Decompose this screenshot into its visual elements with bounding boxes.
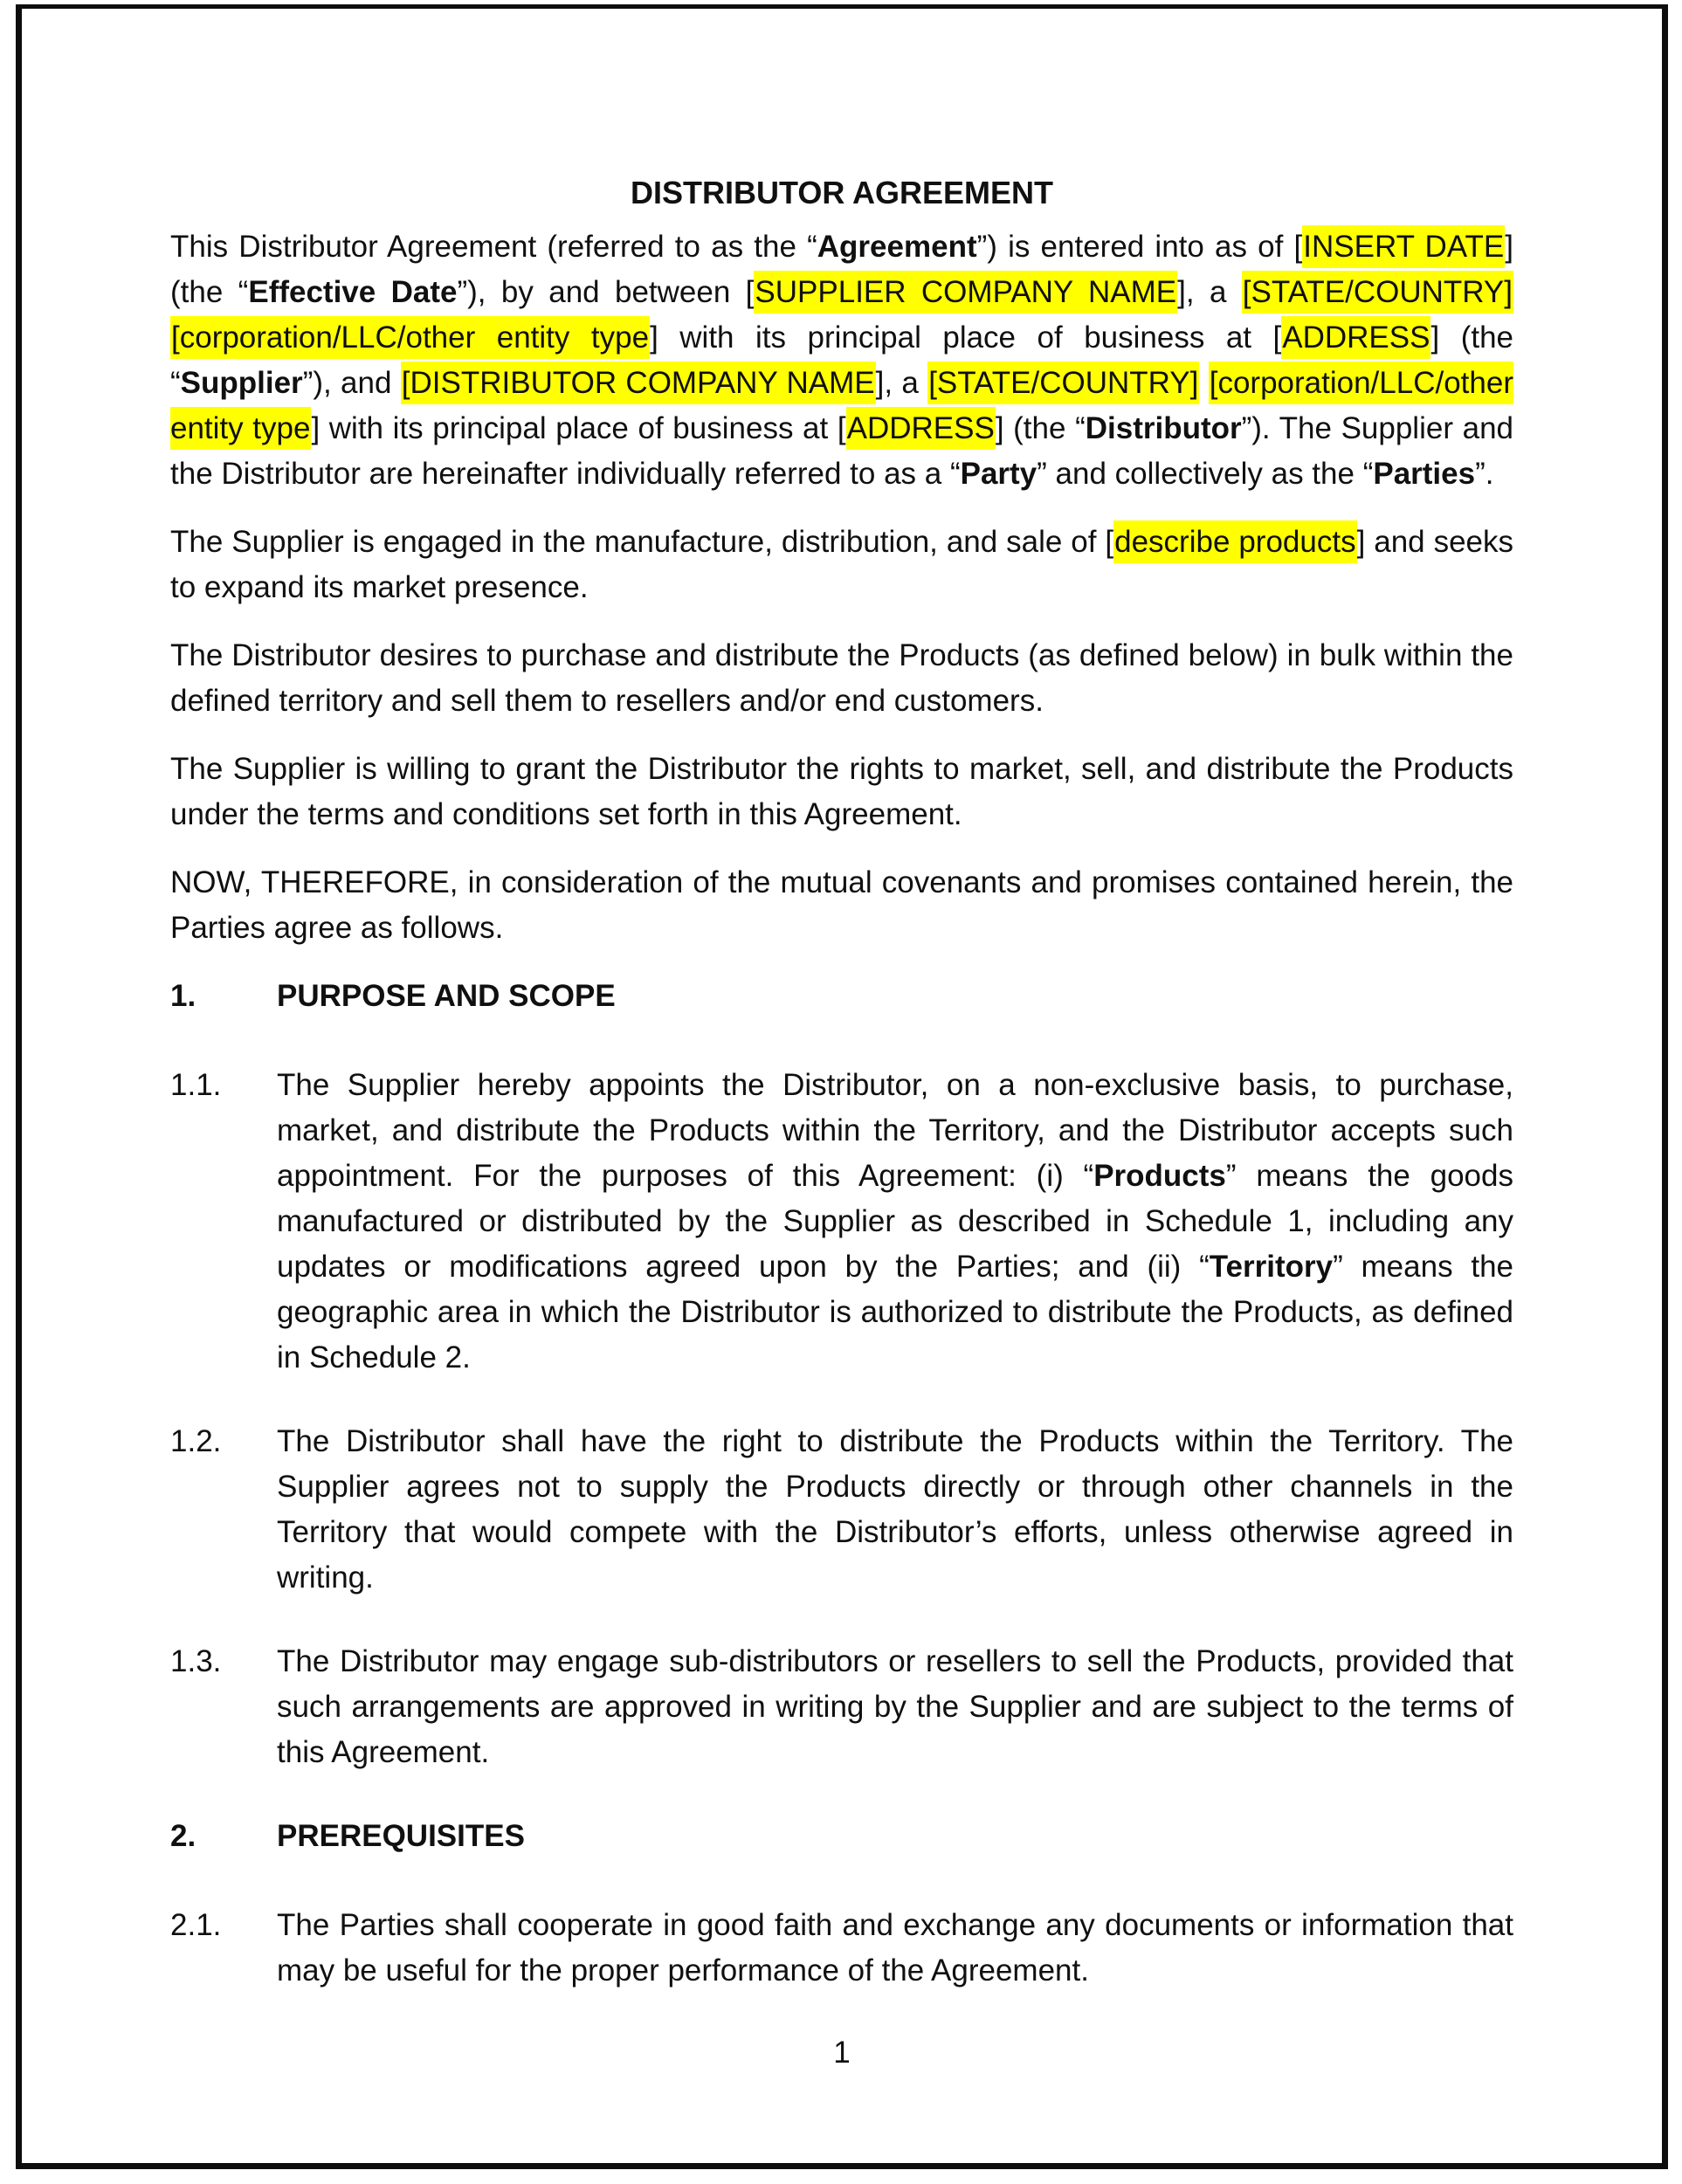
paragraph xyxy=(170,224,1513,497)
clause-text xyxy=(277,1063,1513,1381)
clause-number: 1.2. xyxy=(170,1424,222,1458)
paragraph xyxy=(170,520,1513,610)
text-run: ”) is entered into as of [ xyxy=(976,230,1303,264)
highlighted-placeholder: [corporation/LLC/other entity type xyxy=(170,362,1513,450)
clause-number: 1.3. xyxy=(170,1644,222,1678)
text-run: The Supplier hereby appoints the Distributor, on a non-exclusive basis, to purchase, market, and distribute the Products within the Territory, and the Distributor accepts such appointment. For the purposes of this Agreement: (i) “ xyxy=(277,1068,1513,1193)
highlighted-placeholder: [STATE/COUNTRY] xyxy=(927,362,1199,404)
text-run: ] (the “ xyxy=(170,230,1514,309)
clause-text xyxy=(277,1639,1513,1775)
highlighted-placeholder: [DISTRIBUTOR COMPANY NAME xyxy=(401,362,876,404)
text-run: The Supplier is engaged in the manufacture, distribution, and sale of [ xyxy=(170,525,1114,559)
highlighted-placeholder: ADDRESS xyxy=(1281,316,1430,359)
text-run: The Distributor may engage sub-distributors or resellers to sell the Products, provided that such arrangements are approved in writing by the Supplier and are subject to the terms of this Agreement. xyxy=(277,1644,1513,1769)
clause-number: 2. xyxy=(170,1819,196,1853)
text-run: ] and seeks to expand its market presence. xyxy=(170,525,1513,604)
heading-text xyxy=(277,1814,1513,1859)
clause-number: 2.1. xyxy=(170,1908,222,1942)
bold-term: Effective Date xyxy=(248,275,458,309)
text-run: ] (the “ xyxy=(995,411,1086,445)
text-run: ], a xyxy=(1177,275,1242,309)
numbered-clause xyxy=(170,1903,1513,1994)
bold-term: Products xyxy=(1093,1159,1226,1193)
numbered-clause xyxy=(170,1639,1513,1775)
text-run: ”), and xyxy=(302,366,401,400)
clause-number: 1.1. xyxy=(170,1068,222,1102)
numbered-clause xyxy=(170,1419,1513,1601)
document-body xyxy=(170,224,1513,1994)
clause-text xyxy=(277,1419,1513,1601)
numbered-clause xyxy=(170,1063,1513,1381)
text-run: This Distributor Agreement (referred to as the “ xyxy=(170,230,817,264)
text-run: NOW, THEREFORE, in consideration of the mutual covenants and promises contained herein, the Parties agree as follows. xyxy=(170,865,1513,945)
text-run: The Distributor shall have the right to distribute the Products within the Territory. The Supplier agrees not to supply the Products directly or through other channels in the Territory that would compete with the Distributor’s efforts, unless otherwise agreed in writing. xyxy=(277,1424,1513,1595)
text-run: PREREQUISITES xyxy=(277,1819,525,1853)
section-heading xyxy=(170,974,1513,1019)
highlighted-placeholder: [corporation/LLC/other entity type xyxy=(170,316,650,359)
bold-term: Agreement xyxy=(817,230,977,264)
text-run: ] with its principal place of business at [ xyxy=(311,411,846,445)
text-run: ”. xyxy=(1475,457,1494,491)
text-run: ] (the “ xyxy=(170,320,1513,400)
text-run: ” means the geographic area in which the Distributor is authorized to distribute the Products, as defined in Schedule 2. xyxy=(277,1250,1514,1374)
paragraph xyxy=(170,747,1513,837)
text-run: ”). The Supplier and the Distributor are hereinafter individually referred to as a “ xyxy=(170,411,1513,491)
clause-number: 1. xyxy=(170,979,196,1013)
highlighted-placeholder: describe products xyxy=(1113,520,1356,563)
bold-term: Distributor xyxy=(1085,411,1242,445)
clause-text xyxy=(277,1903,1513,1994)
text-run: The Distributor desires to purchase and distribute the Products (as defined below) in bulk within the defined territory and sell them to resellers and/or end customers. xyxy=(170,638,1513,718)
paragraph xyxy=(170,633,1513,724)
bold-term: Parties xyxy=(1373,457,1476,491)
text-run: ], a xyxy=(875,366,928,400)
paragraph xyxy=(170,860,1513,951)
text-run: ” and collectively as the “ xyxy=(1037,457,1374,491)
text-run xyxy=(1199,366,1208,400)
text-run: ”), by and between [ xyxy=(457,275,755,309)
text-run: The Parties shall cooperate in good faith and exchange any documents or information that may be useful for the proper performance of the Agreement. xyxy=(277,1908,1513,1988)
text-run: ” means the goods manufactured or distributed by the Supplier as described in Schedule 1, including any updates or modifications agreed upon by the Parties; and (ii) “ xyxy=(277,1159,1513,1284)
text-run: ] with its principal place of business at [ xyxy=(650,320,1282,355)
bold-term: Supplier xyxy=(180,366,303,400)
highlighted-placeholder: ADDRESS xyxy=(846,407,996,450)
highlighted-placeholder: SUPPLIER COMPANY NAME xyxy=(754,271,1177,313)
heading-text xyxy=(277,974,1513,1019)
text-run: The Supplier is willing to grant the Distributor the rights to market, sell, and distribute the Products under the terms and conditions set forth in this Agreement. xyxy=(170,752,1513,831)
highlighted-placeholder: INSERT DATE xyxy=(1302,225,1505,268)
highlighted-placeholder: [STATE/COUNTRY] xyxy=(1242,271,1513,313)
bold-term: Territory xyxy=(1209,1250,1334,1284)
text-run: PURPOSE AND SCOPE xyxy=(277,979,616,1013)
section-heading xyxy=(170,1814,1513,1859)
document-title: DISTRIBUTOR AGREEMENT xyxy=(630,175,1053,210)
bold-term: Party xyxy=(960,457,1037,491)
document-content xyxy=(170,170,1513,2032)
page-number: 1 xyxy=(833,2036,851,2070)
